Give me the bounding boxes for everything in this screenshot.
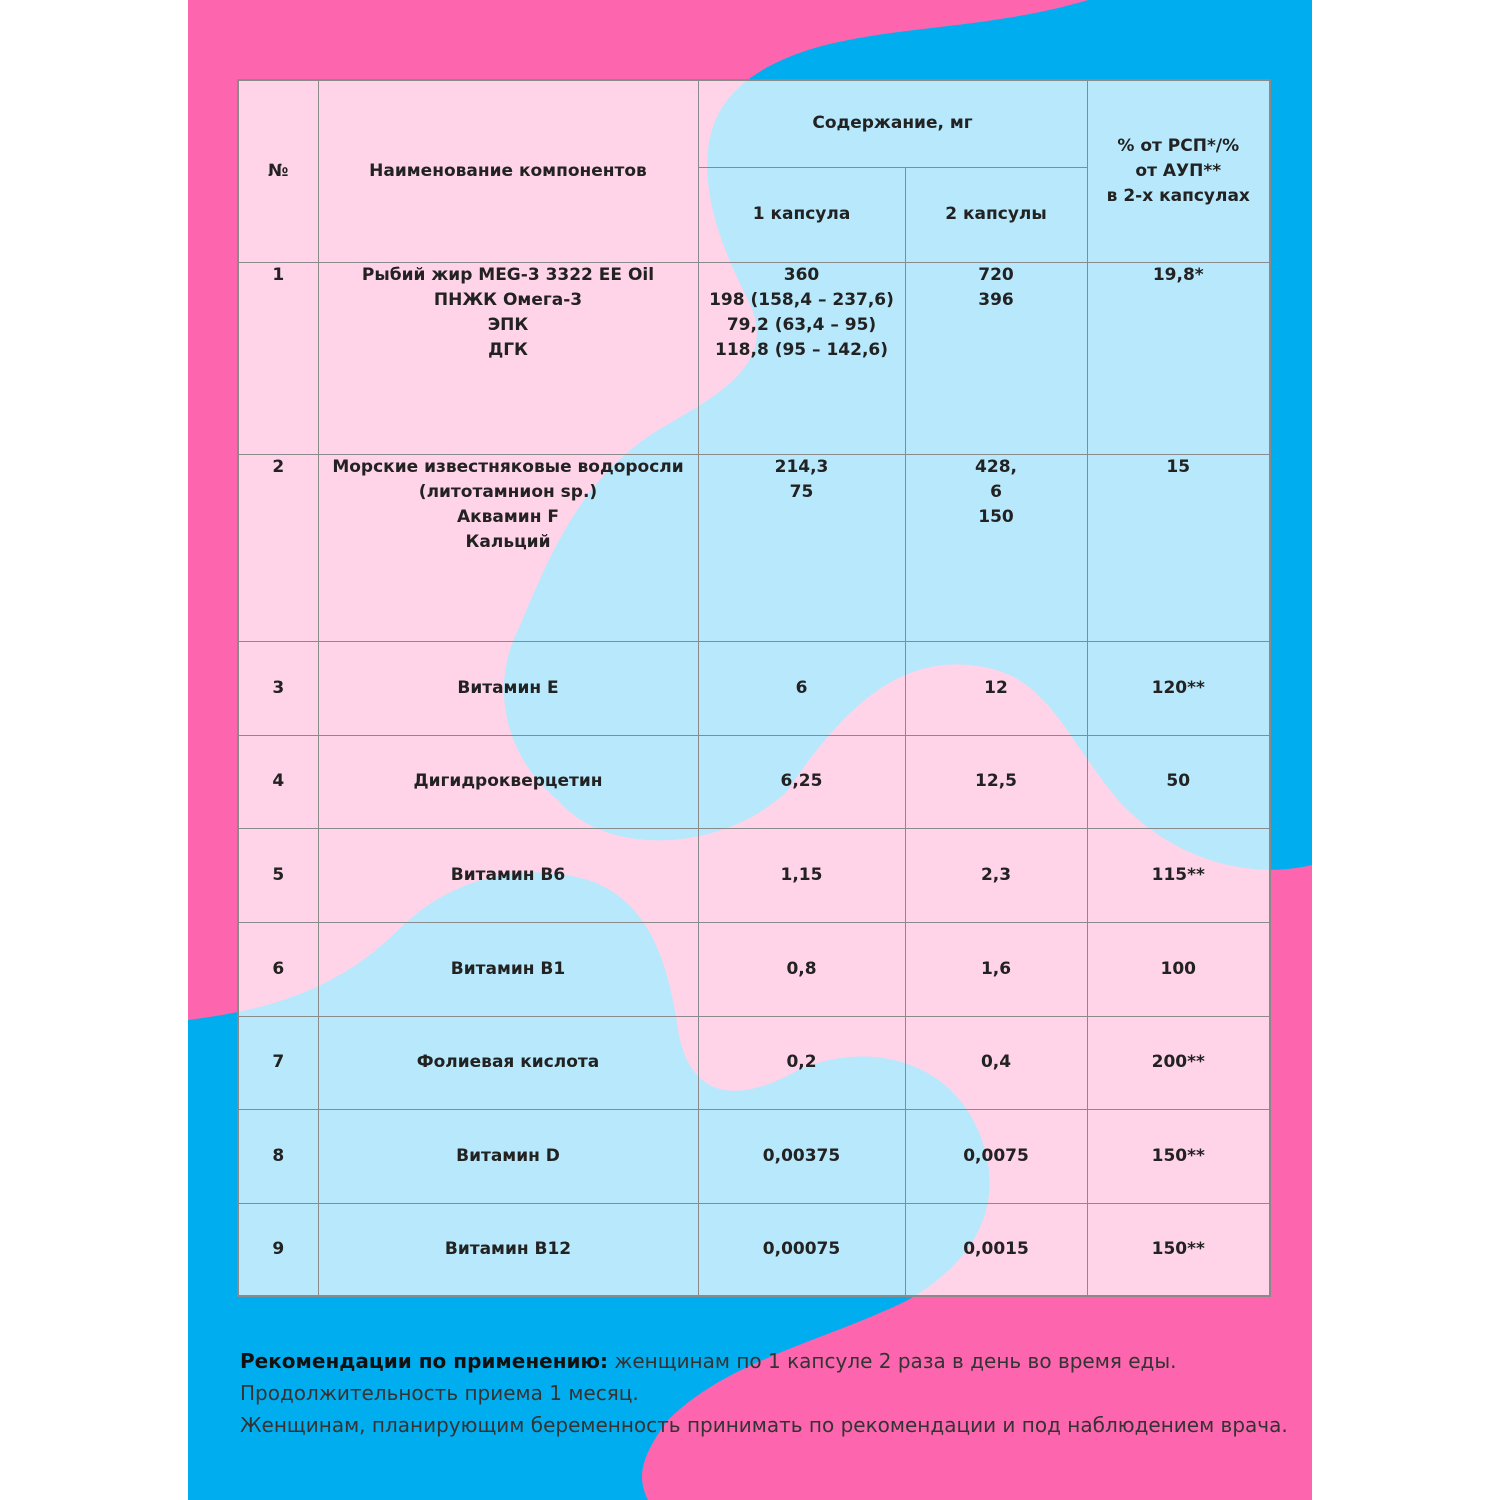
row-name: Фолиевая кислота [318, 1016, 698, 1109]
value-line: 428, [975, 456, 1017, 477]
table-row [238, 828, 1270, 922]
row-number: 1 [238, 262, 318, 454]
table-row [238, 922, 1270, 1016]
row-percent: 200** [1087, 1016, 1270, 1109]
name-line: (литотамнион sp.) [418, 481, 598, 502]
header-number: № [238, 80, 318, 262]
name-line: ДГК [488, 339, 528, 360]
usage-line-2: Продолжительность приема 1 месяц. [240, 1381, 639, 1405]
table-row [238, 262, 1270, 454]
row-name: Витамин В6 [318, 828, 698, 922]
row-name: Дигидрокверцетин [318, 735, 698, 828]
row-number: 5 [238, 828, 318, 922]
row-name: Витамин Е [318, 641, 698, 735]
row-number: 7 [238, 1016, 318, 1109]
value-line: 79,2 (63,4 – 95) [726, 314, 877, 335]
header-row [238, 80, 1270, 167]
table-row [238, 641, 1270, 735]
row-one-capsule [698, 454, 905, 641]
row-two-capsules: 0,0075 [905, 1109, 1087, 1203]
row-two-capsules: 0,0015 [905, 1203, 1087, 1296]
row-one-capsule [698, 262, 905, 454]
table-row [238, 735, 1270, 828]
name-line: ПНЖК Омега-3 [433, 289, 583, 310]
row-percent: 100 [1087, 922, 1270, 1016]
name-line: Кальций [465, 531, 551, 552]
row-number: 8 [238, 1109, 318, 1203]
row-two-capsules: 12 [905, 641, 1087, 735]
value-line: 118,8 (95 – 142,6) [715, 339, 888, 360]
name-line: Аквамин F [456, 506, 559, 527]
header-percent [1087, 80, 1270, 262]
row-two-capsules: 1,6 [905, 922, 1087, 1016]
row-number: 9 [238, 1203, 318, 1296]
row-one-capsule: 6 [698, 641, 905, 735]
row-one-capsule: 0,2 [698, 1016, 905, 1109]
components-table [237, 79, 1271, 1297]
name-line: Морские известняковые водоросли [332, 456, 684, 477]
usage-line-3: Женщинам, планирующим беременность принимать по рекомендации и под наблюдением врача. [240, 1413, 1288, 1437]
row-percent: 19,8* [1087, 262, 1270, 454]
row-number: 4 [238, 735, 318, 828]
row-one-capsule: 0,00375 [698, 1109, 905, 1203]
value-line: 396 [978, 289, 1014, 310]
row-two-capsules [905, 454, 1087, 641]
header-percent-line: от АУП** [1135, 160, 1222, 181]
row-percent: 120** [1087, 641, 1270, 735]
usage-notes [240, 1345, 1300, 1441]
row-two-capsules: 12,5 [905, 735, 1087, 828]
row-name: Витамин В1 [318, 922, 698, 1016]
row-name: Витамин В12 [318, 1203, 698, 1296]
value-line: 75 [789, 481, 814, 502]
table-row [238, 1109, 1270, 1203]
header-one-capsule: 1 капсула [698, 167, 905, 262]
value-line: 198 (158,4 – 237,6) [709, 289, 894, 310]
value-line: 720 [978, 264, 1014, 285]
header-percent-line: % от РСП*/% [1117, 135, 1240, 156]
row-number: 3 [238, 641, 318, 735]
name-line: Рыбий жир MEG-3 3322 EE Oil [361, 264, 655, 285]
usage-line-1 [240, 1345, 1300, 1377]
row-percent: 115** [1087, 828, 1270, 922]
usage-text: женщинам по 1 капсуле 2 раза в день во время еды. [607, 1349, 1177, 1373]
row-number: 2 [238, 454, 318, 641]
row-percent: 50 [1087, 735, 1270, 828]
table-row [238, 1203, 1270, 1296]
background-panel [188, 0, 1312, 1500]
row-percent: 150** [1087, 1203, 1270, 1296]
row-two-capsules [905, 262, 1087, 454]
table-row [238, 1016, 1270, 1109]
row-name [318, 454, 698, 641]
row-percent: 15 [1087, 454, 1270, 641]
row-two-capsules: 2,3 [905, 828, 1087, 922]
row-one-capsule: 0,00075 [698, 1203, 905, 1296]
row-one-capsule: 0,8 [698, 922, 905, 1016]
row-name [318, 262, 698, 454]
table-row [238, 454, 1270, 641]
row-one-capsule: 1,15 [698, 828, 905, 922]
usage-label: Рекомендации по применению: [240, 1349, 608, 1373]
row-name: Витамин D [318, 1109, 698, 1203]
value-line: 150 [978, 506, 1014, 527]
value-line: 6 [990, 481, 1002, 502]
header-name: Наименование компонентов [318, 80, 698, 262]
row-two-capsules: 0,4 [905, 1016, 1087, 1109]
header-percent-line: в 2-х капсулах [1106, 185, 1250, 206]
row-percent: 150** [1087, 1109, 1270, 1203]
value-line: 214,3 [774, 456, 829, 477]
header-content: Содержание, мг [698, 80, 1087, 167]
row-number: 6 [238, 922, 318, 1016]
name-line: ЭПК [487, 314, 529, 335]
row-one-capsule: 6,25 [698, 735, 905, 828]
header-two-capsules: 2 капсулы [905, 167, 1087, 262]
value-line: 360 [783, 264, 820, 285]
